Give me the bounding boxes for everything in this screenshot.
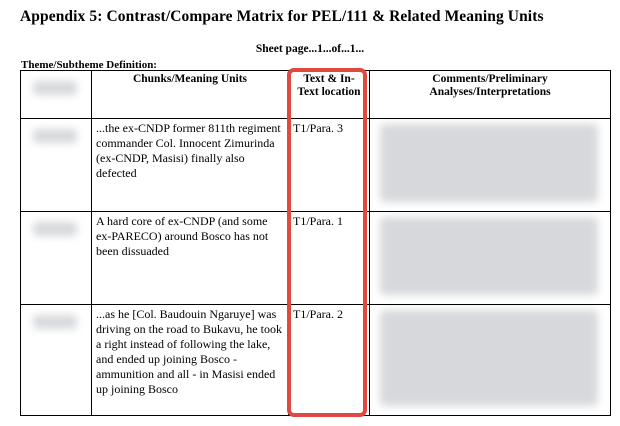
table-row <box>21 119 611 212</box>
chunk-cell: ...the ex-CNDP former 811th regiment commander Col. Innocent Zimurinda (ex-CNDP, Masisi) finally also defected <box>92 119 289 212</box>
header-chunks: Chunks/Meaning Units <box>92 71 289 119</box>
table-row <box>21 212 611 305</box>
header-location: Text & In-Text location <box>289 71 370 119</box>
chunk-cell: ...as he [Col. Baudouin Ngaruye] was driving on the road to Bukavu, he took a right instead of following the lake, and ended up joining Bosco - ammunition and all - in Masisi ended up joining Bosco <box>92 305 289 416</box>
comment-cell <box>370 305 611 416</box>
theme-definition-label: Theme/Subtheme Definition: <box>21 59 157 71</box>
header-id-cell <box>21 71 92 119</box>
row-id-cell <box>21 119 92 212</box>
redacted-id <box>33 81 77 95</box>
redacted-comment <box>380 217 598 295</box>
comment-cell <box>370 119 611 212</box>
header-comments: Comments/Preliminary Analyses/Interpretations <box>370 71 611 119</box>
table-row <box>21 305 611 416</box>
redacted-id <box>33 315 77 329</box>
location-cell: T1/Para. 2 <box>289 305 370 416</box>
chunk-cell: A hard core of ex-CNDP (and some ex-PARECO) around Bosco has not been dissuaded <box>92 212 289 305</box>
contrast-compare-matrix <box>20 70 611 416</box>
location-cell: T1/Para. 1 <box>289 212 370 305</box>
redacted-id <box>33 129 77 143</box>
table-header-row <box>21 71 611 119</box>
appendix-title: Appendix 5: Contrast/Compare Matrix for PEL/111 & Related Meaning Units <box>20 8 544 25</box>
redacted-comment <box>380 124 598 202</box>
redacted-comment <box>380 310 598 406</box>
comment-cell <box>370 212 611 305</box>
row-id-cell <box>21 212 92 305</box>
location-cell: T1/Para. 3 <box>289 119 370 212</box>
sheet-page-line: Sheet page...1...of...1... <box>255 43 365 55</box>
redacted-id <box>33 222 77 236</box>
row-id-cell <box>21 305 92 416</box>
